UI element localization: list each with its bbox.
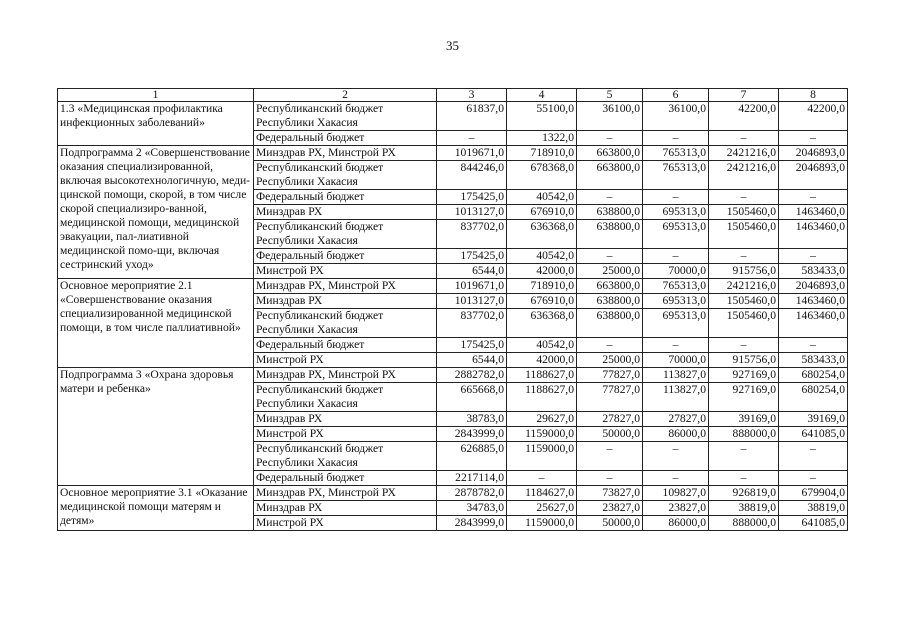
amount-cell-5: 50000,0 <box>577 427 643 442</box>
funding-source-cell: Минздрав РХ, Минстрой РХ <box>254 279 437 294</box>
table-row <box>58 486 848 501</box>
funding-source-cell: Федеральный бюджет <box>254 190 437 205</box>
header-row <box>58 89 848 102</box>
amount-cell-5: 27827,0 <box>577 412 643 427</box>
funding-source-cell: Федеральный бюджет <box>254 338 437 353</box>
amount-cell-8: 42200,0 <box>779 102 848 131</box>
amount-cell-8: 1463460,0 <box>779 220 848 249</box>
amount-cell-4: 718910,0 <box>507 279 577 294</box>
amount-cell-8: 2046893,0 <box>779 146 848 161</box>
amount-cell-4: 40542,0 <box>507 249 577 264</box>
program-name-cell: 1.3 «Медицинская профилактика инфекционных заболеваний» <box>58 102 254 146</box>
amount-cell-5: 36100,0 <box>577 102 643 131</box>
amount-cell-4: 676910,0 <box>507 294 577 309</box>
amount-cell-7: 915756,0 <box>709 264 779 279</box>
amount-cell-8: 39169,0 <box>779 412 848 427</box>
amount-cell-6: 27827,0 <box>643 412 709 427</box>
amount-cell-7: 915756,0 <box>709 353 779 368</box>
header-cell-5: 5 <box>577 89 643 102</box>
amount-cell-4: – <box>507 471 577 486</box>
funding-source-cell: Республиканский бюджет Республики Хакасия <box>254 383 437 412</box>
amount-cell-7: – <box>709 131 779 146</box>
amount-cell-4: 678368,0 <box>507 161 577 190</box>
amount-cell-5: 25000,0 <box>577 353 643 368</box>
amount-cell-7: 42200,0 <box>709 102 779 131</box>
amount-cell-7: – <box>709 442 779 471</box>
amount-cell-6: 765313,0 <box>643 161 709 190</box>
amount-cell-5: 638800,0 <box>577 309 643 338</box>
program-name-cell: Подпрограмма 3 «Охрана здоровья матери и ребенка» <box>58 368 254 486</box>
amount-cell-4: 42000,0 <box>507 353 577 368</box>
amount-cell-8: 1463460,0 <box>779 309 848 338</box>
funding-source-cell: Минздрав РХ, Минстрой РХ <box>254 486 437 501</box>
amount-cell-3: 1019671,0 <box>437 146 507 161</box>
amount-cell-3: 2882782,0 <box>437 368 507 383</box>
amount-cell-3: – <box>437 131 507 146</box>
amount-cell-7: 39169,0 <box>709 412 779 427</box>
amount-cell-6: 765313,0 <box>643 279 709 294</box>
amount-cell-5: 663800,0 <box>577 279 643 294</box>
program-name-cell: Основное мероприятие 2.1 «Совершенствование оказания специализированной медицинской помощи, в том числе паллиативной» <box>58 279 254 368</box>
amount-cell-3: 844246,0 <box>437 161 507 190</box>
amount-cell-3: 34783,0 <box>437 501 507 516</box>
amount-cell-5: 25000,0 <box>577 264 643 279</box>
amount-cell-3: 2217114,0 <box>437 471 507 486</box>
amount-cell-5: – <box>577 249 643 264</box>
amount-cell-5: – <box>577 190 643 205</box>
amount-cell-3: 6544,0 <box>437 264 507 279</box>
amount-cell-8: – <box>779 338 848 353</box>
amount-cell-3: 665668,0 <box>437 383 507 412</box>
program-name-cell: Подпрограмма 2 «Совершенствование оказания специализированной, включая высокотехнологичную, меди-цинской помощи, скорой, в том числе скорой специализиро-ванной, медицинской помощи, медицинской эвакуации, пал-лиативной медицинской помо-щи, включая сестринский уход» <box>58 146 254 279</box>
amount-cell-7: 2421216,0 <box>709 146 779 161</box>
amount-cell-6: 113827,0 <box>643 368 709 383</box>
amount-cell-8: 1463460,0 <box>779 205 848 220</box>
amount-cell-7: 1505460,0 <box>709 294 779 309</box>
amount-cell-6: – <box>643 471 709 486</box>
funding-source-cell: Минстрой РХ <box>254 427 437 442</box>
amount-cell-4: 1184627,0 <box>507 486 577 501</box>
amount-cell-8: 1463460,0 <box>779 294 848 309</box>
amount-cell-6: 765313,0 <box>643 146 709 161</box>
amount-cell-6: – <box>643 131 709 146</box>
amount-cell-7: – <box>709 471 779 486</box>
amount-cell-4: 1159000,0 <box>507 516 577 531</box>
amount-cell-6: 695313,0 <box>643 220 709 249</box>
amount-cell-5: 23827,0 <box>577 501 643 516</box>
header-cell-6: 6 <box>643 89 709 102</box>
header-cell-1: 1 <box>58 89 254 102</box>
funding-source-cell: Минздрав РХ <box>254 294 437 309</box>
amount-cell-6: 695313,0 <box>643 205 709 220</box>
amount-cell-8: 2046893,0 <box>779 279 848 294</box>
funding-source-cell: Республиканский бюджет Республики Хакасия <box>254 102 437 131</box>
amount-cell-5: 73827,0 <box>577 486 643 501</box>
funding-source-cell: Минздрав РХ <box>254 205 437 220</box>
amount-cell-5: 77827,0 <box>577 368 643 383</box>
funding-source-cell: Минстрой РХ <box>254 264 437 279</box>
amount-cell-6: 113827,0 <box>643 383 709 412</box>
table-row <box>58 279 848 294</box>
table-row <box>58 368 848 383</box>
amount-cell-4: 1159000,0 <box>507 427 577 442</box>
amount-cell-3: 175425,0 <box>437 249 507 264</box>
amount-cell-6: – <box>643 442 709 471</box>
amount-cell-6: 86000,0 <box>643 427 709 442</box>
funding-source-cell: Республиканский бюджет Республики Хакасия <box>254 220 437 249</box>
funding-source-cell: Федеральный бюджет <box>254 471 437 486</box>
amount-cell-3: 175425,0 <box>437 338 507 353</box>
amount-cell-8: – <box>779 442 848 471</box>
funding-source-cell: Минстрой РХ <box>254 353 437 368</box>
amount-cell-6: 86000,0 <box>643 516 709 531</box>
amount-cell-7: 38819,0 <box>709 501 779 516</box>
table-body <box>58 102 848 531</box>
amount-cell-5: 50000,0 <box>577 516 643 531</box>
header-cell-7: 7 <box>709 89 779 102</box>
amount-cell-6: 23827,0 <box>643 501 709 516</box>
amount-cell-7: 1505460,0 <box>709 309 779 338</box>
table-row <box>58 102 848 131</box>
amount-cell-5: – <box>577 442 643 471</box>
funding-source-cell: Федеральный бюджет <box>254 131 437 146</box>
header-cell-2: 2 <box>254 89 437 102</box>
amount-cell-7: 2421216,0 <box>709 161 779 190</box>
funding-source-cell: Республиканский бюджет Республики Хакасия <box>254 442 437 471</box>
header-cell-8: 8 <box>779 89 848 102</box>
amount-cell-3: 837702,0 <box>437 220 507 249</box>
amount-cell-4: 55100,0 <box>507 102 577 131</box>
amount-cell-3: 2843999,0 <box>437 516 507 531</box>
amount-cell-6: 695313,0 <box>643 294 709 309</box>
amount-cell-3: 2843999,0 <box>437 427 507 442</box>
amount-cell-4: 42000,0 <box>507 264 577 279</box>
amount-cell-3: 38783,0 <box>437 412 507 427</box>
amount-cell-8: 680254,0 <box>779 368 848 383</box>
amount-cell-7: – <box>709 249 779 264</box>
amount-cell-7: 1505460,0 <box>709 205 779 220</box>
amount-cell-4: 25627,0 <box>507 501 577 516</box>
amount-cell-4: 636368,0 <box>507 309 577 338</box>
header-cell-4: 4 <box>507 89 577 102</box>
amount-cell-4: 1322,0 <box>507 131 577 146</box>
amount-cell-6: – <box>643 338 709 353</box>
amount-cell-5: 638800,0 <box>577 294 643 309</box>
amount-cell-5: – <box>577 471 643 486</box>
amount-cell-7: 1505460,0 <box>709 220 779 249</box>
amount-cell-6: – <box>643 190 709 205</box>
amount-cell-3: 2878782,0 <box>437 486 507 501</box>
amount-cell-6: 36100,0 <box>643 102 709 131</box>
amount-cell-6: 70000,0 <box>643 353 709 368</box>
page-number: 35 <box>446 38 459 53</box>
amount-cell-8: 2046893,0 <box>779 161 848 190</box>
amount-cell-7: 2421216,0 <box>709 279 779 294</box>
funding-source-cell: Минздрав РХ, Минстрой РХ <box>254 368 437 383</box>
funding-source-cell: Минздрав РХ <box>254 412 437 427</box>
amount-cell-8: – <box>779 471 848 486</box>
amount-cell-3: 6544,0 <box>437 353 507 368</box>
amount-cell-8: 38819,0 <box>779 501 848 516</box>
amount-cell-3: 175425,0 <box>437 190 507 205</box>
amount-cell-5: 663800,0 <box>577 161 643 190</box>
amount-cell-8: – <box>779 249 848 264</box>
amount-cell-7: 888000,0 <box>709 427 779 442</box>
header-cell-3: 3 <box>437 89 507 102</box>
amount-cell-4: 1188627,0 <box>507 383 577 412</box>
amount-cell-4: 718910,0 <box>507 146 577 161</box>
amount-cell-3: 1013127,0 <box>437 205 507 220</box>
amount-cell-8: 583433,0 <box>779 264 848 279</box>
amount-cell-4: 29627,0 <box>507 412 577 427</box>
funding-source-cell: Республиканский бюджет Республики Хакасия <box>254 309 437 338</box>
amount-cell-4: 636368,0 <box>507 220 577 249</box>
amount-cell-5: 638800,0 <box>577 220 643 249</box>
funding-source-cell: Минздрав РХ, Минстрой РХ <box>254 146 437 161</box>
amount-cell-6: 109827,0 <box>643 486 709 501</box>
amount-cell-7: 927169,0 <box>709 383 779 412</box>
amount-cell-6: 70000,0 <box>643 264 709 279</box>
amount-cell-8: 583433,0 <box>779 353 848 368</box>
funding-source-cell: Республиканский бюджет Республики Хакасия <box>254 161 437 190</box>
amount-cell-8: 641085,0 <box>779 427 848 442</box>
amount-cell-3: 626885,0 <box>437 442 507 471</box>
amount-cell-8: 641085,0 <box>779 516 848 531</box>
amount-cell-4: 1159000,0 <box>507 442 577 471</box>
table-row <box>58 146 848 161</box>
amount-cell-8: – <box>779 131 848 146</box>
amount-cell-3: 1019671,0 <box>437 279 507 294</box>
amount-cell-5: – <box>577 131 643 146</box>
amount-cell-4: 1188627,0 <box>507 368 577 383</box>
amount-cell-8: 679904,0 <box>779 486 848 501</box>
amount-cell-6: – <box>643 249 709 264</box>
program-name-cell: Основное мероприятие 3.1 «Оказание медицинской помощи матерям и детям» <box>58 486 254 531</box>
amount-cell-4: 676910,0 <box>507 205 577 220</box>
amount-cell-5: – <box>577 338 643 353</box>
amount-cell-5: 638800,0 <box>577 205 643 220</box>
amount-cell-6: 695313,0 <box>643 309 709 338</box>
amount-cell-7: – <box>709 338 779 353</box>
amount-cell-3: 1013127,0 <box>437 294 507 309</box>
amount-cell-8: 680254,0 <box>779 383 848 412</box>
amount-cell-7: 927169,0 <box>709 368 779 383</box>
amount-cell-3: 61837,0 <box>437 102 507 131</box>
amount-cell-7: 926819,0 <box>709 486 779 501</box>
amount-cell-4: 40542,0 <box>507 190 577 205</box>
budget-table <box>57 88 848 531</box>
amount-cell-5: 77827,0 <box>577 383 643 412</box>
amount-cell-4: 40542,0 <box>507 338 577 353</box>
amount-cell-8: – <box>779 190 848 205</box>
funding-source-cell: Минздрав РХ <box>254 501 437 516</box>
funding-source-cell: Федеральный бюджет <box>254 249 437 264</box>
amount-cell-5: 663800,0 <box>577 146 643 161</box>
amount-cell-7: – <box>709 190 779 205</box>
amount-cell-7: 888000,0 <box>709 516 779 531</box>
amount-cell-3: 837702,0 <box>437 309 507 338</box>
funding-source-cell: Минстрой РХ <box>254 516 437 531</box>
